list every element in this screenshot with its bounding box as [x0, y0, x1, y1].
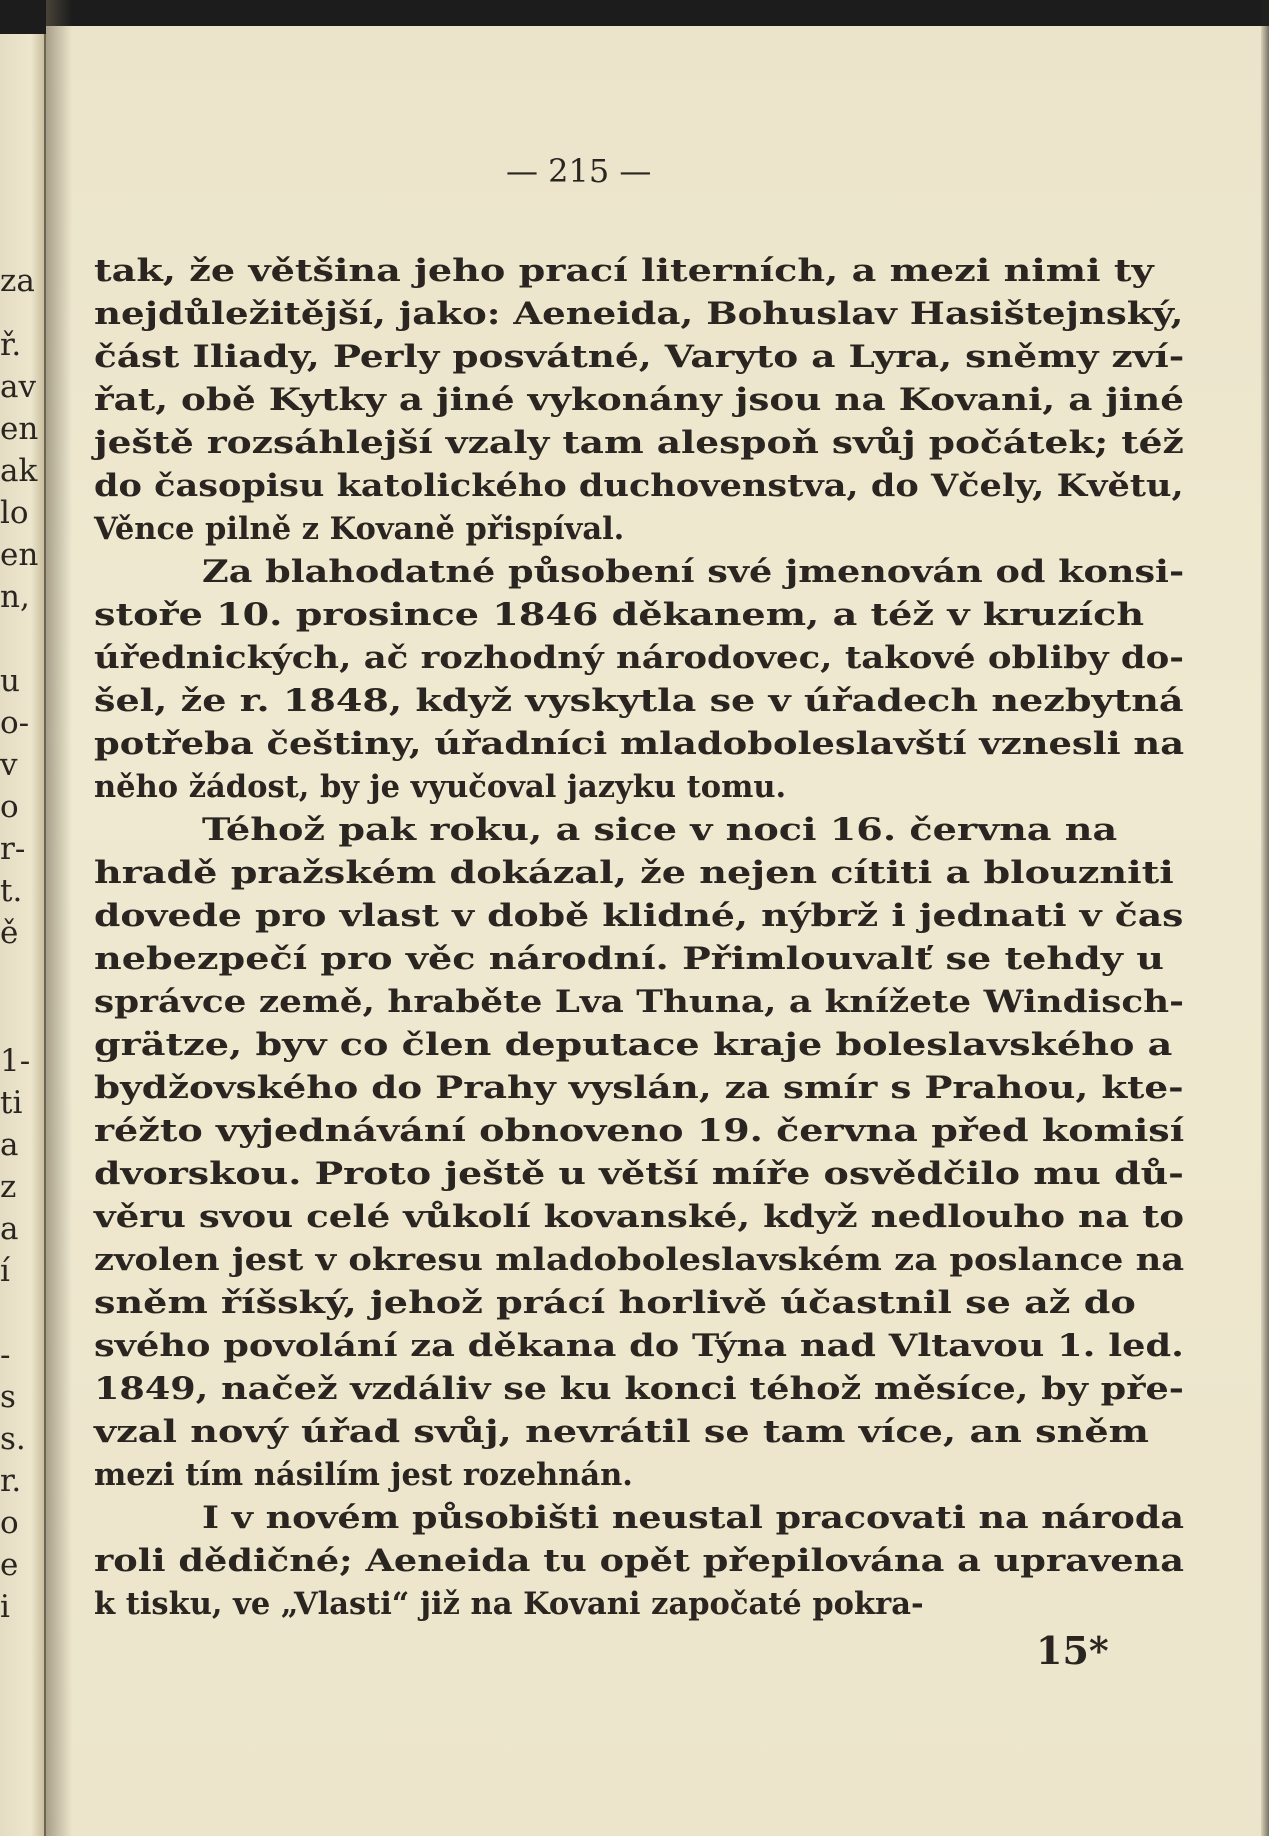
top-shadow	[46, 0, 1269, 26]
text-line: Za blahodatné působení své jmenován od konsi-	[202, 554, 1185, 590]
text-line: šel, že r. 1848, když vyskytla se v úřadech nezbytná	[94, 683, 1184, 719]
text-line: něho žádost, by je vyučoval jazyku tomu.	[94, 769, 787, 805]
book-page	[46, 0, 1269, 1836]
page-number-header: — 215 —	[506, 152, 652, 190]
left-page-fragment: za	[0, 263, 35, 299]
signature-mark: 15*	[1036, 1628, 1109, 1673]
left-page-fragment: s	[0, 1379, 16, 1415]
left-page-fragment: n,	[0, 579, 30, 615]
left-page-fragment: i	[0, 1589, 10, 1625]
text-line: dvorskou. Proto ještě u větší míře osvědčilo mu dů-	[94, 1156, 1184, 1192]
text-line: k tisku, ve „Vlasti“ již na Kovani započaté pokra-	[94, 1586, 924, 1622]
left-page-fragment: í	[0, 1253, 10, 1289]
left-page-fragment: ř.	[0, 327, 22, 363]
left-page-fragment: r.	[0, 1463, 22, 1499]
text-line: Věnce pilně z Kovaně přispíval.	[94, 511, 625, 547]
text-line: I v novém působišti neustal pracovati na národa	[202, 1500, 1184, 1536]
text-line: úřednických, ač rozhodný národovec, takové obliby do-	[94, 640, 1185, 676]
text-line: tak, že většina jeho prací literních, a mezi nimi ty	[94, 253, 1154, 289]
text-line: bydžovského do Prahy vyslán, za smír s Prahou, kte-	[94, 1070, 1184, 1106]
text-line: réžto vyjednávání obnoveno 19. června před komisí	[94, 1113, 1185, 1149]
left-page-fragment: lo	[0, 495, 29, 531]
text-line: nebezpečí pro věc národní. Přimlouvalť se tehdy u	[94, 941, 1164, 977]
left-page-fragment: en	[0, 537, 39, 573]
left-page-fragment: o	[0, 1505, 19, 1541]
left-page-fragment: ti	[0, 1085, 23, 1121]
text-line: správce země, hraběte Lva Thuna, a knížete Windisch-	[94, 984, 1184, 1020]
text-line: roli dědičné; Aeneida tu opět přepilována a upravena	[94, 1543, 1184, 1579]
left-page-fragment: u	[0, 663, 20, 699]
left-page-fragment: t.	[0, 873, 23, 909]
text-line: potřeba češtiny, úřadníci mladoboleslavští vznesli na	[94, 726, 1185, 762]
text-line: stoře 10. prosince 1846 děkanem, a též v kruzích	[94, 597, 1145, 633]
left-page-fragment: a	[0, 1127, 19, 1163]
text-line: věru svou celé vůkolí kovanské, když nedlouho na to	[94, 1199, 1185, 1235]
text-line: ještě rozsáhlejší vzaly tam alespoň svůj počátek; též	[94, 425, 1184, 461]
left-page-fragment: -	[0, 1337, 11, 1373]
text-line: hradě pražském dokázal, že nejen cítiti a blouzniti	[94, 855, 1174, 891]
left-page-fragment: e	[0, 1547, 19, 1583]
page-edge	[1261, 0, 1269, 1836]
left-page-fragment: en	[0, 411, 39, 447]
text-line: vzal nový úřad svůj, nevrátil se tam více, an sněm	[94, 1414, 1149, 1450]
text-line: nejdůležitější, jako: Aeneida, Bohuslav Hasištejnský,	[94, 296, 1184, 332]
text-line: dovede pro vlast v době klidné, nýbrž i jednati v čas	[94, 898, 1184, 934]
fold-shadow	[46, 0, 72, 1836]
left-page-fragment: s.	[0, 1421, 26, 1457]
left-page-fragment: a	[0, 1211, 19, 1247]
left-page-fragment: o	[0, 789, 19, 825]
text-line: sněm říšský, jehož prácí horlivě účastnil se až do	[94, 1285, 1136, 1321]
left-page-fragment: r-	[0, 831, 26, 867]
left-page-fragment: v	[0, 747, 18, 783]
text-line: zvolen jest v okresu mladoboleslavském za poslance na	[94, 1242, 1185, 1278]
left-page-fragment: av	[0, 369, 36, 405]
left-page-fragment: ak	[0, 453, 38, 489]
text-line: grätze, byv co člen deputace kraje boleslavského a	[94, 1027, 1173, 1063]
text-line: svého povolání za děkana do Týna nad Vltavou 1. led.	[94, 1328, 1184, 1364]
text-line: řat, obě Kytky a jiné vykonány jsou na Kovani, a jiné	[94, 382, 1184, 418]
text-line: do časopisu katolického duchovenstva, do Včely, Květu,	[94, 468, 1184, 504]
left-page-fragment: z	[0, 1169, 17, 1205]
left-page-edge	[0, 34, 46, 1836]
left-page-fragment: 1-	[0, 1043, 31, 1079]
text-line: 1849, načež vzdáliv se ku konci téhož měsíce, by pře-	[94, 1371, 1184, 1407]
text-line: část Iliady, Perly posvátné, Varyto a Lyra, sněmy zví-	[94, 339, 1185, 375]
text-line: Téhož pak roku, a sice v noci 16. června na	[202, 812, 1118, 848]
left-page-fragment: o-	[0, 705, 30, 741]
text-line: mezi tím násilím jest rozehnán.	[94, 1457, 633, 1493]
left-page-fragment: ě	[0, 915, 19, 951]
